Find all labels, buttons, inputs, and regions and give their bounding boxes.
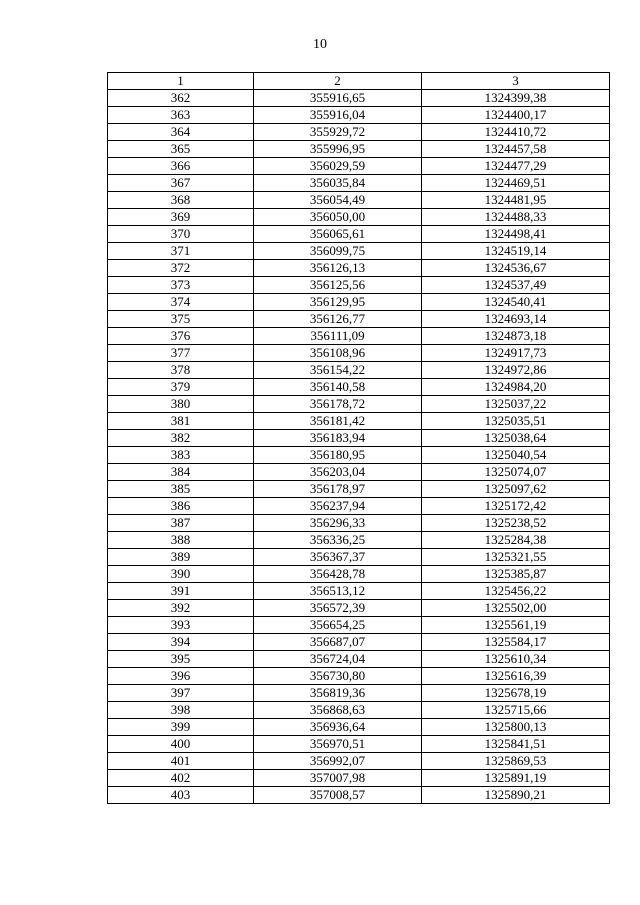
table-row — [108, 481, 610, 498]
column-header: 3 — [422, 73, 610, 90]
table-cell: 356237,94 — [254, 498, 422, 515]
table-cell: 1325715,66 — [422, 702, 610, 719]
table-cell: 1324410,72 — [422, 124, 610, 141]
table-row — [108, 549, 610, 566]
table-cell: 356868,63 — [254, 702, 422, 719]
table-row — [108, 209, 610, 226]
table-cell: 1325238,52 — [422, 515, 610, 532]
table-cell: 400 — [108, 736, 254, 753]
table-row — [108, 260, 610, 277]
table-cell: 1324693,14 — [422, 311, 610, 328]
table-row — [108, 396, 610, 413]
table-cell: 1324984,20 — [422, 379, 610, 396]
table-cell: 1324498,41 — [422, 226, 610, 243]
table-cell: 355916,04 — [254, 107, 422, 124]
table-row — [108, 345, 610, 362]
table-cell: 356428,78 — [254, 566, 422, 583]
table-cell: 384 — [108, 464, 254, 481]
table-row — [108, 617, 610, 634]
table-cell: 356970,51 — [254, 736, 422, 753]
table-cell: 365 — [108, 141, 254, 158]
table-cell: 1324519,14 — [422, 243, 610, 260]
table-row — [108, 107, 610, 124]
table-row — [108, 770, 610, 787]
table-cell: 399 — [108, 719, 254, 736]
table-cell: 356180,95 — [254, 447, 422, 464]
table-cell: 355929,72 — [254, 124, 422, 141]
table-row — [108, 685, 610, 702]
table-cell: 1325097,62 — [422, 481, 610, 498]
table-cell: 356992,07 — [254, 753, 422, 770]
table-cell: 356126,13 — [254, 260, 422, 277]
table-cell: 356203,04 — [254, 464, 422, 481]
table-cell: 366 — [108, 158, 254, 175]
table-row — [108, 600, 610, 617]
table-cell: 389 — [108, 549, 254, 566]
table-row — [108, 719, 610, 736]
table-cell: 393 — [108, 617, 254, 634]
table-cell: 1325385,87 — [422, 566, 610, 583]
table-cell: 1324481,95 — [422, 192, 610, 209]
table-cell: 1325502,00 — [422, 600, 610, 617]
table-cell: 356654,25 — [254, 617, 422, 634]
table-cell: 1325284,38 — [422, 532, 610, 549]
table-row — [108, 311, 610, 328]
table-cell: 364 — [108, 124, 254, 141]
table-cell: 356687,07 — [254, 634, 422, 651]
table-cell: 1325172,42 — [422, 498, 610, 515]
table-cell: 362 — [108, 90, 254, 107]
table-cell: 357008,57 — [254, 787, 422, 804]
table-row — [108, 362, 610, 379]
table-cell: 355916,65 — [254, 90, 422, 107]
table-cell: 356125,56 — [254, 277, 422, 294]
table-cell: 356154,22 — [254, 362, 422, 379]
table-row — [108, 379, 610, 396]
table-cell: 1324917,73 — [422, 345, 610, 362]
table-cell: 375 — [108, 311, 254, 328]
table-cell: 1325890,21 — [422, 787, 610, 804]
table-cell: 396 — [108, 668, 254, 685]
table-cell: 356181,42 — [254, 413, 422, 430]
table-row — [108, 141, 610, 158]
table-row — [108, 192, 610, 209]
table-cell: 1325074,07 — [422, 464, 610, 481]
table-cell: 1325038,64 — [422, 430, 610, 447]
table-cell: 401 — [108, 753, 254, 770]
table-cell: 381 — [108, 413, 254, 430]
table-row — [108, 226, 610, 243]
table-cell: 1324536,67 — [422, 260, 610, 277]
table-cell: 392 — [108, 600, 254, 617]
table-cell: 1324477,29 — [422, 158, 610, 175]
table-cell: 377 — [108, 345, 254, 362]
table-cell: 376 — [108, 328, 254, 345]
table-cell: 356819,36 — [254, 685, 422, 702]
table-cell: 402 — [108, 770, 254, 787]
table-cell: 356050,00 — [254, 209, 422, 226]
table-cell: 1325800,13 — [422, 719, 610, 736]
table-cell: 356126,77 — [254, 311, 422, 328]
table-row — [108, 515, 610, 532]
table-cell: 1325561,19 — [422, 617, 610, 634]
table-cell: 356513,12 — [254, 583, 422, 600]
table-row — [108, 668, 610, 685]
table-row — [108, 634, 610, 651]
table-cell: 403 — [108, 787, 254, 804]
table-row — [108, 124, 610, 141]
table-cell: 370 — [108, 226, 254, 243]
table-row — [108, 413, 610, 430]
table-cell: 395 — [108, 651, 254, 668]
table-cell: 380 — [108, 396, 254, 413]
table-cell: 1324972,86 — [422, 362, 610, 379]
table-cell: 372 — [108, 260, 254, 277]
table-cell: 356296,33 — [254, 515, 422, 532]
table-cell: 1324399,38 — [422, 90, 610, 107]
page-number: 10 — [313, 37, 327, 52]
table-cell: 356065,61 — [254, 226, 422, 243]
table-cell: 356140,58 — [254, 379, 422, 396]
table-cell: 1325891,19 — [422, 770, 610, 787]
table-cell: 374 — [108, 294, 254, 311]
table-cell: 390 — [108, 566, 254, 583]
table-cell: 356183,94 — [254, 430, 422, 447]
table-cell: 382 — [108, 430, 254, 447]
table-cell: 1324400,17 — [422, 107, 610, 124]
table-row — [108, 294, 610, 311]
table-cell: 356029,59 — [254, 158, 422, 175]
table-cell: 356572,39 — [254, 600, 422, 617]
table-cell: 391 — [108, 583, 254, 600]
table-cell: 379 — [108, 379, 254, 396]
table-cell: 394 — [108, 634, 254, 651]
table-row — [108, 787, 610, 804]
table-cell: 386 — [108, 498, 254, 515]
table-cell: 1325616,39 — [422, 668, 610, 685]
table-row — [108, 736, 610, 753]
table-cell: 356108,96 — [254, 345, 422, 362]
table-row — [108, 175, 610, 192]
table-cell: 356936,64 — [254, 719, 422, 736]
table-cell: 356178,97 — [254, 481, 422, 498]
table-row — [108, 566, 610, 583]
table-body — [108, 90, 610, 804]
table-cell: 367 — [108, 175, 254, 192]
table-cell: 385 — [108, 481, 254, 498]
table-row — [108, 753, 610, 770]
table-cell: 357007,98 — [254, 770, 422, 787]
table-cell: 356367,37 — [254, 549, 422, 566]
table-cell: 1325035,51 — [422, 413, 610, 430]
table-cell: 363 — [108, 107, 254, 124]
table-row — [108, 277, 610, 294]
table-cell: 378 — [108, 362, 254, 379]
table-row — [108, 158, 610, 175]
table-cell: 1325456,22 — [422, 583, 610, 600]
table-row — [108, 702, 610, 719]
table-cell: 1324457,58 — [422, 141, 610, 158]
table-cell: 1325678,19 — [422, 685, 610, 702]
table-cell: 356336,25 — [254, 532, 422, 549]
table-cell: 355996,95 — [254, 141, 422, 158]
table-cell: 368 — [108, 192, 254, 209]
table-cell: 397 — [108, 685, 254, 702]
table-row — [108, 243, 610, 260]
table-cell: 371 — [108, 243, 254, 260]
table-cell: 369 — [108, 209, 254, 226]
table-cell: 1325040,54 — [422, 447, 610, 464]
table-cell: 1324873,18 — [422, 328, 610, 345]
table-cell: 1324469,51 — [422, 175, 610, 192]
table-cell: 1325321,55 — [422, 549, 610, 566]
table-cell: 356111,09 — [254, 328, 422, 345]
table-row — [108, 430, 610, 447]
coordinates-table — [107, 72, 610, 804]
table-row — [108, 498, 610, 515]
table-row — [108, 447, 610, 464]
table-row — [108, 464, 610, 481]
table-cell: 1324540,41 — [422, 294, 610, 311]
table-row — [108, 583, 610, 600]
table-cell: 387 — [108, 515, 254, 532]
table-cell: 1325037,22 — [422, 396, 610, 413]
table-header-row — [108, 73, 610, 90]
table-cell: 398 — [108, 702, 254, 719]
table-cell: 1324488,33 — [422, 209, 610, 226]
table-cell: 1325584,17 — [422, 634, 610, 651]
table-cell: 356054,49 — [254, 192, 422, 209]
table-cell: 383 — [108, 447, 254, 464]
column-header: 2 — [254, 73, 422, 90]
table-cell: 356724,04 — [254, 651, 422, 668]
table-cell: 1325610,34 — [422, 651, 610, 668]
table-row — [108, 328, 610, 345]
table-row — [108, 532, 610, 549]
table-cell: 388 — [108, 532, 254, 549]
column-header: 1 — [108, 73, 254, 90]
table-cell: 356730,80 — [254, 668, 422, 685]
table-cell: 356035,84 — [254, 175, 422, 192]
table-cell: 373 — [108, 277, 254, 294]
table-cell: 356099,75 — [254, 243, 422, 260]
table-cell: 356178,72 — [254, 396, 422, 413]
table-cell: 1325841,51 — [422, 736, 610, 753]
table-cell: 1324537,49 — [422, 277, 610, 294]
table-row — [108, 651, 610, 668]
table-row — [108, 90, 610, 107]
table-cell: 1325869,53 — [422, 753, 610, 770]
table-cell: 356129,95 — [254, 294, 422, 311]
